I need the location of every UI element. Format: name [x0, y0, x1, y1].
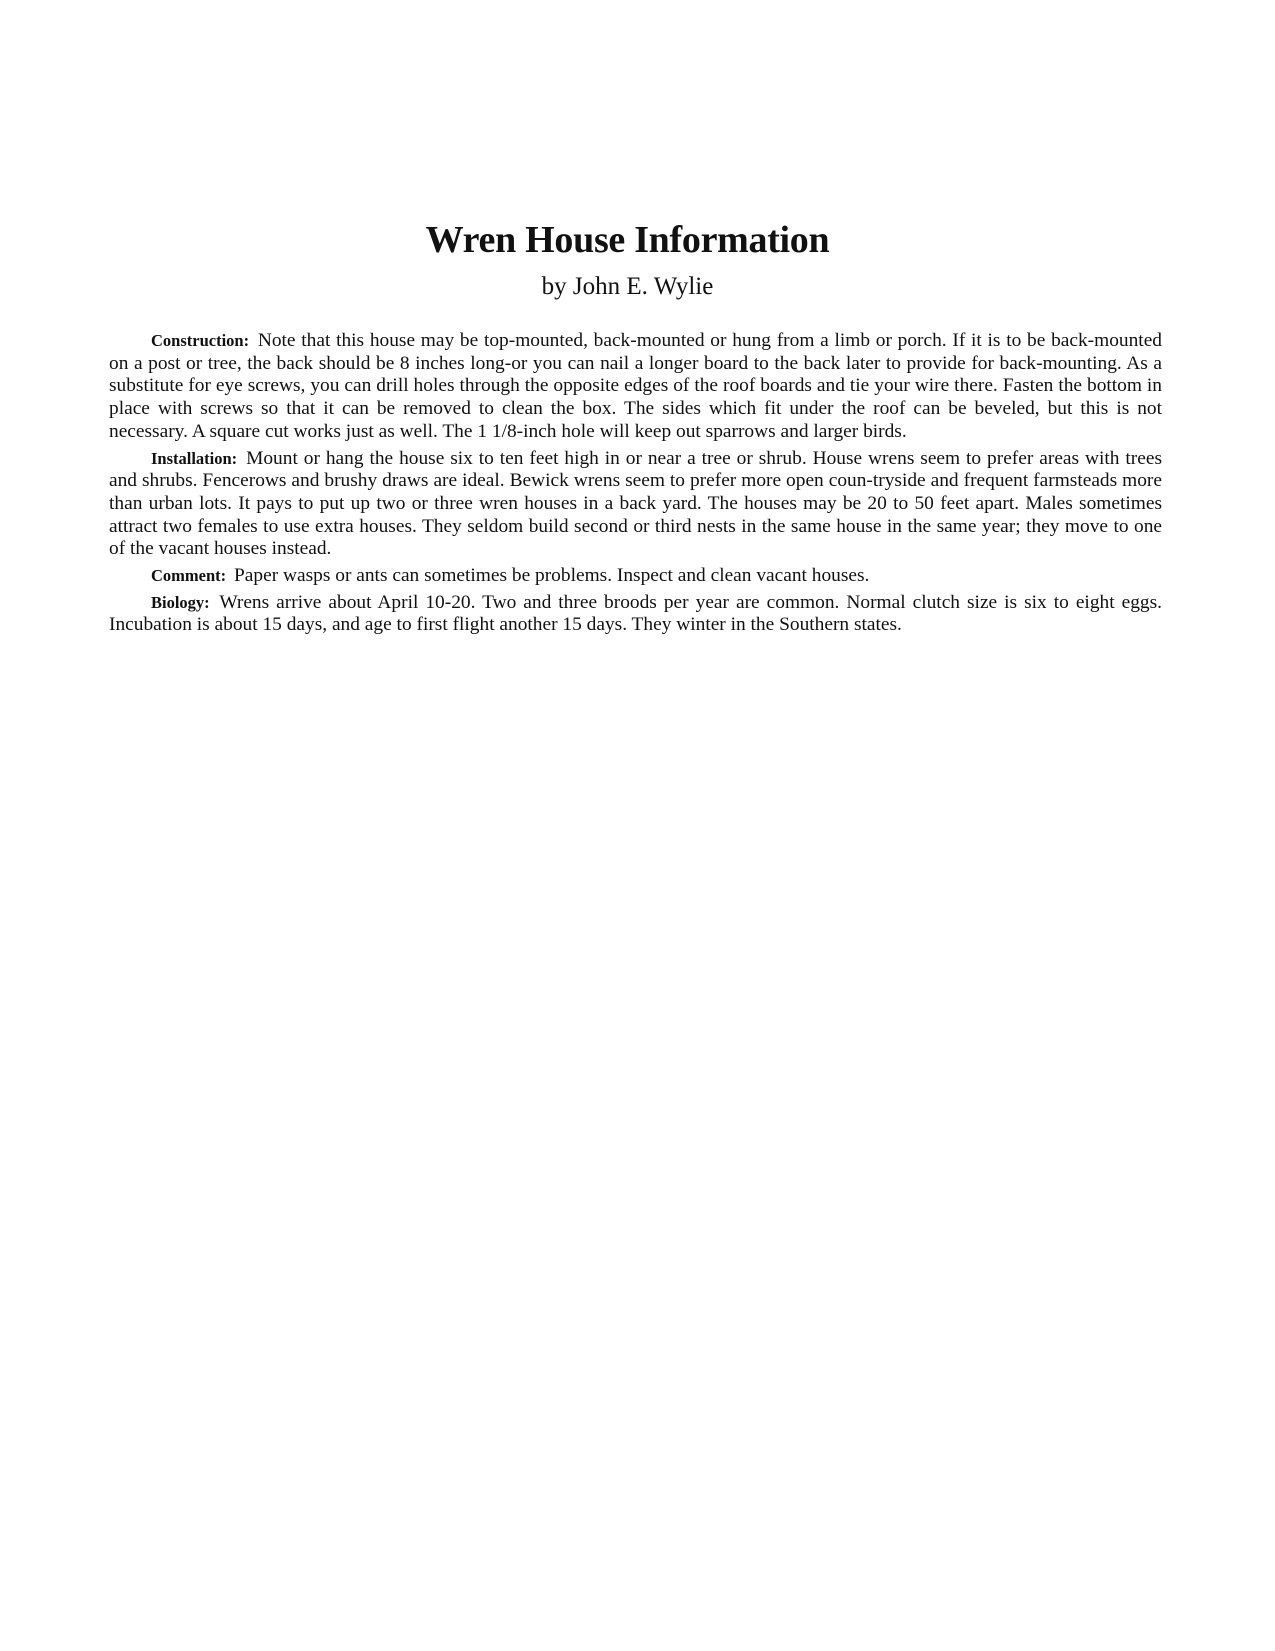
- paragraph-comment: [109, 565, 1162, 588]
- paragraph-installation: [109, 448, 1162, 562]
- document-author: by John E. Wylie: [541, 273, 714, 300]
- paragraph-text-comment: Paper wasps or ants can sometimes be problems. Inspect and clean vacant houses.: [234, 565, 870, 587]
- paragraph-construction: [109, 330, 1162, 444]
- paragraph-text-installation: Mount or hang the house six to ten feet high in or near a tree or shrub. House wrens seem to prefer areas with trees and shrubs. Fencerows and brushy draws are ideal. Bewick wrens seem to prefer more open coun-tryside and frequent farmsteads more than urban lots. It pays to put up two or three wren houses in a back yard. The houses may be 20 to 50 feet apart. Males sometimes attract two females to use extra houses. They seldom build second or third nests in the same house in the same year; they move to one of the vacant houses instead.: [109, 447, 1163, 560]
- paragraph-label-installation: Installation:: [151, 448, 238, 468]
- document-body: [109, 330, 1162, 641]
- paragraph-text-construction: Note that this house may be top-mounted, back-mounted or hung from a limb or porch. If it is to be back-mounted on a post or tree, the back should be 8 inches long-or you can nail a longer board to the back later to provide for back-mounting. As a substitute for eye screws, you can drill holes through the opposite edges of the roof boards and tie your wire there. Fasten the bottom in place with screws so that it can be removed to clean the box. The sides which fit under the roof can be beveled, but this is not necessary. A square cut works just as well. The 1 1/8-inch hole will keep out sparrows and larger birds.: [109, 330, 1162, 442]
- paragraph-text-biology: Wrens arrive about April 10-20. Two and three broods per year are common. Normal clutch size is six to eight eggs. Incubation is about 15 days, and age to first flight another 15 days. They winter in the Southern states.: [109, 591, 1162, 636]
- document-title: Wren House Information: [425, 219, 830, 261]
- paragraph-label-comment: Comment:: [151, 566, 227, 586]
- paragraph-label-construction: Construction:: [151, 331, 250, 350]
- paragraph-label-biology: Biology:: [151, 592, 210, 612]
- paragraph-biology: [109, 592, 1162, 637]
